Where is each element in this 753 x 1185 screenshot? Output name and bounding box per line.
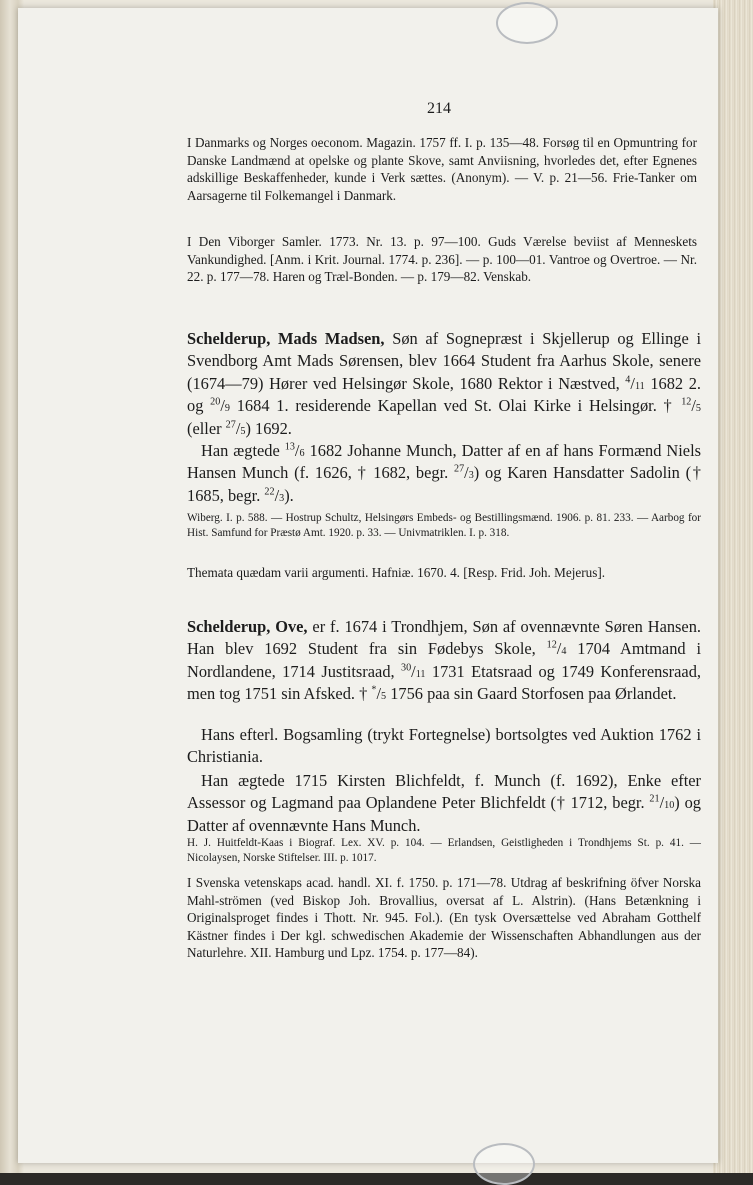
page-number: 214 bbox=[427, 100, 451, 117]
book-page bbox=[18, 8, 718, 1163]
entry-1-marriage: Han ægtede $^{13}$/6 1682 Johanne Munch, Datter af en af hans Formænd Niels Hansen Munch (f. 1626, † 1682, begr. $^{27}$/3) og Karen Hansdatter Sadolin († 1685, begr. $^{22}$/3). bbox=[187, 441, 701, 505]
entry-2-library: Hans efterl. Bogsamling (trykt Fortegnelse) bortsolgtes ved Auktion 1762 i Christiania. bbox=[187, 725, 701, 767]
entry-2-name: Schelderup, Ove, bbox=[187, 617, 308, 636]
entry-2-works: I Svenska vetenskaps acad. handl. XI. f. 1750. p. 171—78. Utdrag af beskrifning öfver Norska Mahl-strömen (ved Biskop Joh. Brovallius, oversat af L. Alstrin). (Hans Betænkning i Originalsproget findes i Thott. Nr. 945. Fol.). (En tysk Oversættelse ved Abraham Gotthelf Kästner findes i Der kgl. schwedischen Akademie der Wissenschaften Abhandlungen aus der Naturlehre. XII. Hamburg und Lpz. 1754. p. 177—84). bbox=[187, 875, 701, 961]
entry-1-name: Schelderup, Mads Madsen, bbox=[187, 329, 385, 348]
entry-1-references: Wiberg. I. p. 588. — Hostrup Schultz, Helsingørs Embeds- og Bestillingsmænd. 1906. p. 81. 233. — Aarbog for Hist. Samfund for Præstø Amt. 1920. p. 33. — Univmatriklen. I. p. 318. bbox=[187, 512, 701, 540]
continuation-paragraph-1: I Danmarks og Norges oeconom. Magazin. 1757 ff. I. p. 135—48. Forsøg til en Opmuntring for Danske Landmænd at opelske og plante Skove, samt Anviisning, hvorledes det, efter Egnenes adskillige Beskaffenheder, kunde i Verk sættes. (Anonym). — V. p. 21—56. Frie-Tanker om Aarsagerne til Folkemangel i Danmark. bbox=[187, 135, 697, 203]
entry-1-works: Themata quædam varii argumenti. Hafniæ. 1670. 4. [Resp. Frid. Joh. Mejerus]. bbox=[187, 565, 606, 580]
paper-clip-bottom bbox=[473, 1143, 535, 1185]
continuation-paragraph-2: I Den Viborger Samler. 1773. Nr. 13. p. 97—100. Guds Værelse beviist af Menneskets Vankundighed. [Anm. i Krit. Journal. 1774. p. 236]. — p. 100—01. Vantroe og Overtroe. — Nr. 22. p. 177—78. Haren og Træl-Bonden. — p. 179—82. Venskab. bbox=[187, 234, 697, 285]
paper-clip-top bbox=[496, 2, 558, 44]
entry-2-biography: Schelderup, Ove, er f. 1674 i Trondhjem, Søn af ovennævnte Søren Hansen. Han blev 1692 Student fra sin Fødebys Skole, $^{12}$/4 1704 Amtmand i Nordlandene, 1714 Justitsraad, $^{30}$/11 1731 Etatsraad og 1749 Konferensraad, men tog 1751 sin Afsked. † */5 1756 paa sin Gaard Storfosen paa Ørlandet. bbox=[187, 617, 702, 704]
entry-2-marriage: Han ægtede 1715 Kirsten Blichfeldt, f. Munch (f. 1692), Enke efter Assessor og Lagmand paa Oplandene Peter Blichfeldt († 1712, begr. $^{21}$/10) og Datter af ovennævnte Hans Munch. bbox=[187, 771, 701, 835]
page-stack-edge bbox=[713, 0, 753, 1173]
entry-1-biography: Schelderup, Mads Madsen, Søn af Sognepræst i Skjellerup og Ellinge i Svendborg Amt Mads Sørensen, blev 1664 Student fra Aarhus Skole, senere (1674—79) Hører ved Helsingør Skole, 1680 Rektor i Næstved, $^4$/11 1682 2. og $^{20}$/9 1684 1. residerende Kapellan ved St. Olai Kirke i Helsingør. † $^{12}$/5 (eller $^{27}$/5) 1692. bbox=[187, 329, 701, 438]
entry-2-references: H. J. Huitfeldt-Kaas i Biograf. Lex. XV. p. 104. — Erlandsen, Geistligheden i Trondhjems St. p. 41. — Nicolaysen, Norske Stiftelser. III. p. 1017. bbox=[187, 837, 701, 865]
